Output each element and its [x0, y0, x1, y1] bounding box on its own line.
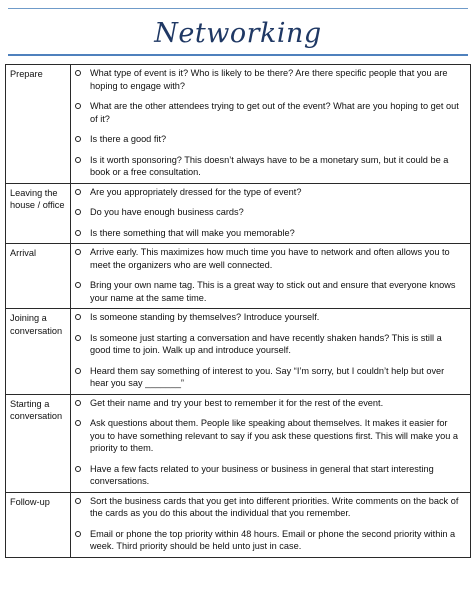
- header-top-rule: [8, 8, 468, 9]
- networking-table: [5, 64, 471, 558]
- list-item: [71, 246, 464, 271]
- title-underline: [8, 54, 468, 56]
- networking-table-body: [6, 65, 471, 558]
- list-item-text: Is there something that will make you memorable?: [90, 227, 295, 238]
- bullet-list: [71, 495, 464, 553]
- list-item-text: What are the other attendees trying to get out of the event? What are you hoping to get out of it?: [90, 101, 459, 124]
- open-circle-bullet-icon: [75, 368, 81, 374]
- section-items: [71, 309, 471, 395]
- open-circle-bullet-icon: [75, 136, 81, 142]
- list-item: [71, 311, 464, 324]
- open-circle-bullet-icon: [75, 466, 81, 472]
- list-item-text: Ask questions about them. People like speaking about themselves. It makes it easier for you to have something relevant to say if you ask these questions first. This will make you a priority to them.: [90, 418, 459, 453]
- section-items: [71, 65, 471, 184]
- section-row: [6, 394, 471, 492]
- open-circle-bullet-icon: [75, 282, 81, 288]
- open-circle-bullet-icon: [75, 189, 81, 195]
- list-item-text: Have a few facts related to your business or business in general that start interesting conversations.: [90, 463, 434, 486]
- open-circle-bullet-icon: [75, 335, 81, 341]
- section-label: Starting a conversation: [6, 394, 71, 492]
- bullet-list: [71, 186, 464, 240]
- list-item: [71, 133, 464, 146]
- list-item: [71, 186, 464, 199]
- open-circle-bullet-icon: [75, 103, 81, 109]
- section-items: [71, 183, 471, 244]
- open-circle-bullet-icon: [75, 420, 81, 426]
- list-item-text: Get their name and try your best to remember it for the rest of the event.: [90, 397, 384, 408]
- section-row: [6, 65, 471, 184]
- open-circle-bullet-icon: [75, 70, 81, 76]
- list-item: [71, 528, 464, 553]
- open-circle-bullet-icon: [75, 157, 81, 163]
- open-circle-bullet-icon: [75, 498, 81, 504]
- section-label: Joining a conversation: [6, 309, 71, 395]
- section-row: [6, 183, 471, 244]
- section-items: [71, 244, 471, 309]
- section-row: [6, 244, 471, 309]
- page-title: Networking: [154, 18, 322, 49]
- list-item: [71, 100, 464, 125]
- bullet-list: [71, 311, 464, 390]
- list-item: [71, 397, 464, 410]
- bullet-list: [71, 246, 464, 304]
- list-item: [71, 206, 464, 219]
- list-item: [71, 365, 464, 390]
- list-item-text: Sort the business cards that you get into different priorities. Write comments on the back of the cards as you do this about the individual that you remember.: [90, 495, 459, 518]
- bullet-list: [71, 397, 464, 488]
- list-item: [71, 463, 464, 488]
- open-circle-bullet-icon: [75, 531, 81, 537]
- list-item-text: Arrive early. This maximizes how much time you have to network and often allows you to meet the organizers who are well connected.: [90, 247, 450, 270]
- section-row: [6, 492, 471, 557]
- section-label: Follow-up: [6, 492, 71, 557]
- open-circle-bullet-icon: [75, 400, 81, 406]
- section-label: Arrival: [6, 244, 71, 309]
- section-row: [6, 309, 471, 395]
- list-item-text: Is there a good fit?: [90, 134, 167, 144]
- list-item: [71, 154, 464, 179]
- bullet-list: [71, 67, 464, 179]
- open-circle-bullet-icon: [75, 249, 81, 255]
- list-item: [71, 67, 464, 92]
- section-items: [71, 394, 471, 492]
- list-item: [71, 332, 464, 357]
- open-circle-bullet-icon: [75, 230, 81, 236]
- section-label: Prepare: [6, 65, 71, 184]
- list-item-text: Bring your own name tag. This is a great way to stick out and ensure that everyone knows your name at the same time.: [90, 280, 456, 303]
- open-circle-bullet-icon: [75, 209, 81, 215]
- open-circle-bullet-icon: [75, 314, 81, 320]
- list-item-text: Heard them say something of interest to you. Say “I’m sorry, but I couldn’t help but over hear you say _______”: [90, 365, 445, 388]
- list-item-text: What type of event is it? Who is likely to be there? Are there specific people that you are hoping to engage with?: [90, 68, 448, 91]
- list-item-text: Do you have enough business cards?: [90, 207, 244, 217]
- list-item-text: Is someone standing by themselves? Introduce yourself.: [90, 312, 320, 322]
- list-item-text: Email or phone the top priority within 48 hours. Email or phone the second priority within a week. Third priority should be held unto just in case.: [90, 528, 456, 551]
- section-items: [71, 492, 471, 557]
- list-item: [71, 495, 464, 520]
- list-item-text: Is it worth sponsoring? This doesn’t always have to be a monetary sum, but it could be a book or a free consultation.: [90, 154, 449, 177]
- list-item-text: Is someone just starting a conversation and have recently shaken hands? This is still a good time to join. Walk up and introduce yourself.: [90, 332, 442, 355]
- list-item: [71, 417, 464, 455]
- list-item-text: Are you appropriately dressed for the type of event?: [90, 186, 302, 197]
- list-item: [71, 279, 464, 304]
- list-item: [71, 227, 464, 240]
- section-label: Leaving the house / office: [6, 183, 71, 244]
